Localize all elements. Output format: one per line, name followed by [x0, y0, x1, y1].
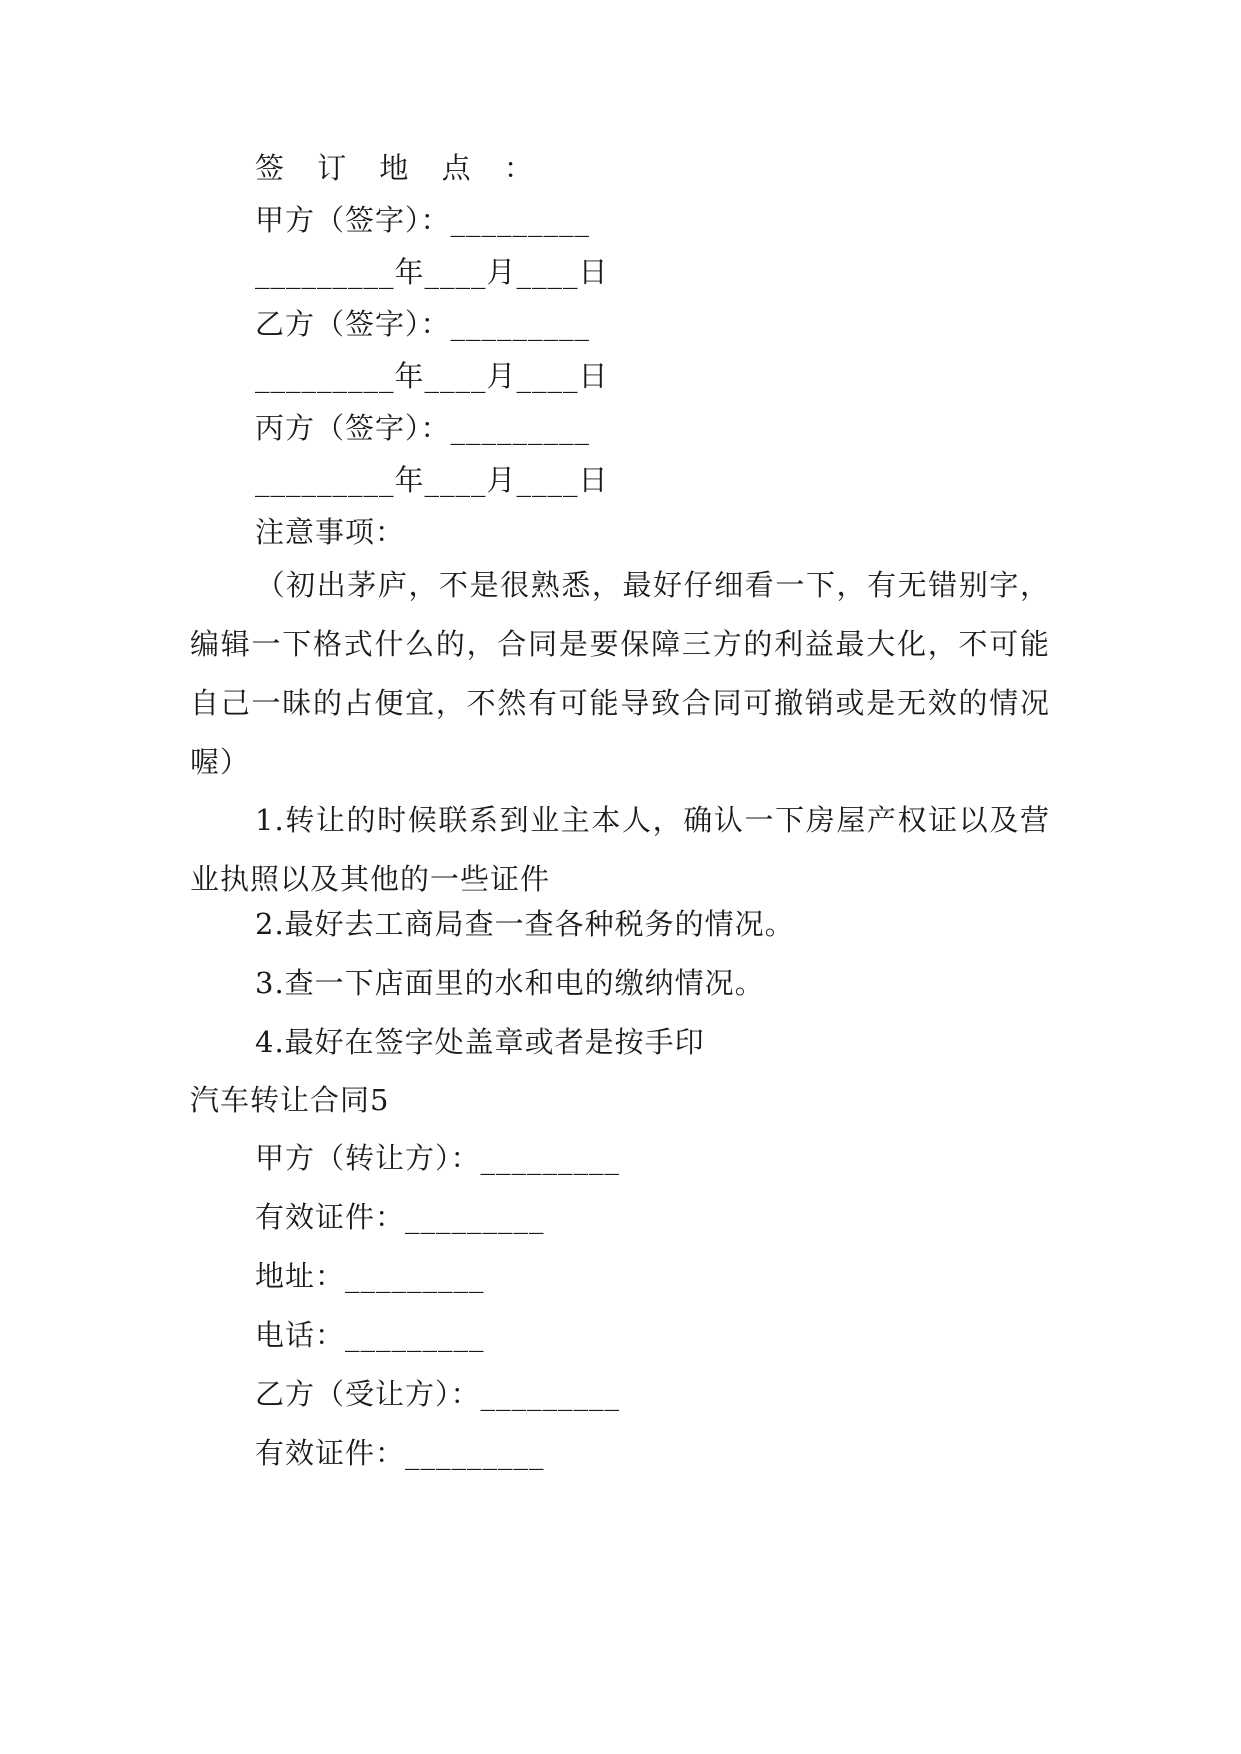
notes-item-3: 3.查一下店面里的水和电的缴纳情况。 [255, 966, 765, 1000]
party-a-transferor-line: 甲方（转让方）：_________ [255, 1141, 621, 1175]
notes-item-1-text: 1.转让的时候联系到业主本人，确认一下房屋产权证以及营业执照以及其他的一些证件 [190, 803, 1050, 896]
notes-heading: 注意事项： [255, 515, 406, 549]
party-b-transferee-line: 乙方（受让方）：_________ [255, 1377, 621, 1411]
signing-place-label: 签 订 地 点 ： [255, 151, 545, 185]
party-a-signature-line: 甲方（签字）：_________ [255, 203, 591, 237]
party-b-id-line: 有效证件：_________ [255, 1436, 545, 1470]
contract-title: 汽车转让合同5 [190, 1083, 390, 1117]
notes-intro-text: （初出茅庐，不是很熟悉，最好仔细看一下，有无错别字，编辑一下格式什么的，合同是要保障三方的利益最大化，不可能自己一昧的占便宜，不然有可能导致合同可撤销或是无效的情况喔） [190, 568, 1050, 779]
notes-intro-paragraph [190, 556, 1050, 792]
party-b-signature-line: 乙方（签字）：_________ [255, 307, 591, 341]
notes-item-2: 2.最好去工商局查一查各种税务的情况。 [255, 907, 795, 941]
party-b-date-line: _________年____月____日 [255, 359, 609, 393]
party-a-date-line: _________年____月____日 [255, 255, 609, 289]
party-a-id-line: 有效证件：_________ [255, 1200, 545, 1234]
party-c-signature-line: 丙方（签字）：_________ [255, 411, 591, 445]
party-a-phone-line: 电话：_________ [255, 1318, 485, 1352]
party-c-date-line: _________年____月____日 [255, 463, 609, 497]
notes-item-4: 4.最好在签字处盖章或者是按手印 [255, 1025, 705, 1059]
notes-item-1 [190, 791, 1050, 909]
party-a-address-line: 地址：_________ [255, 1259, 485, 1293]
